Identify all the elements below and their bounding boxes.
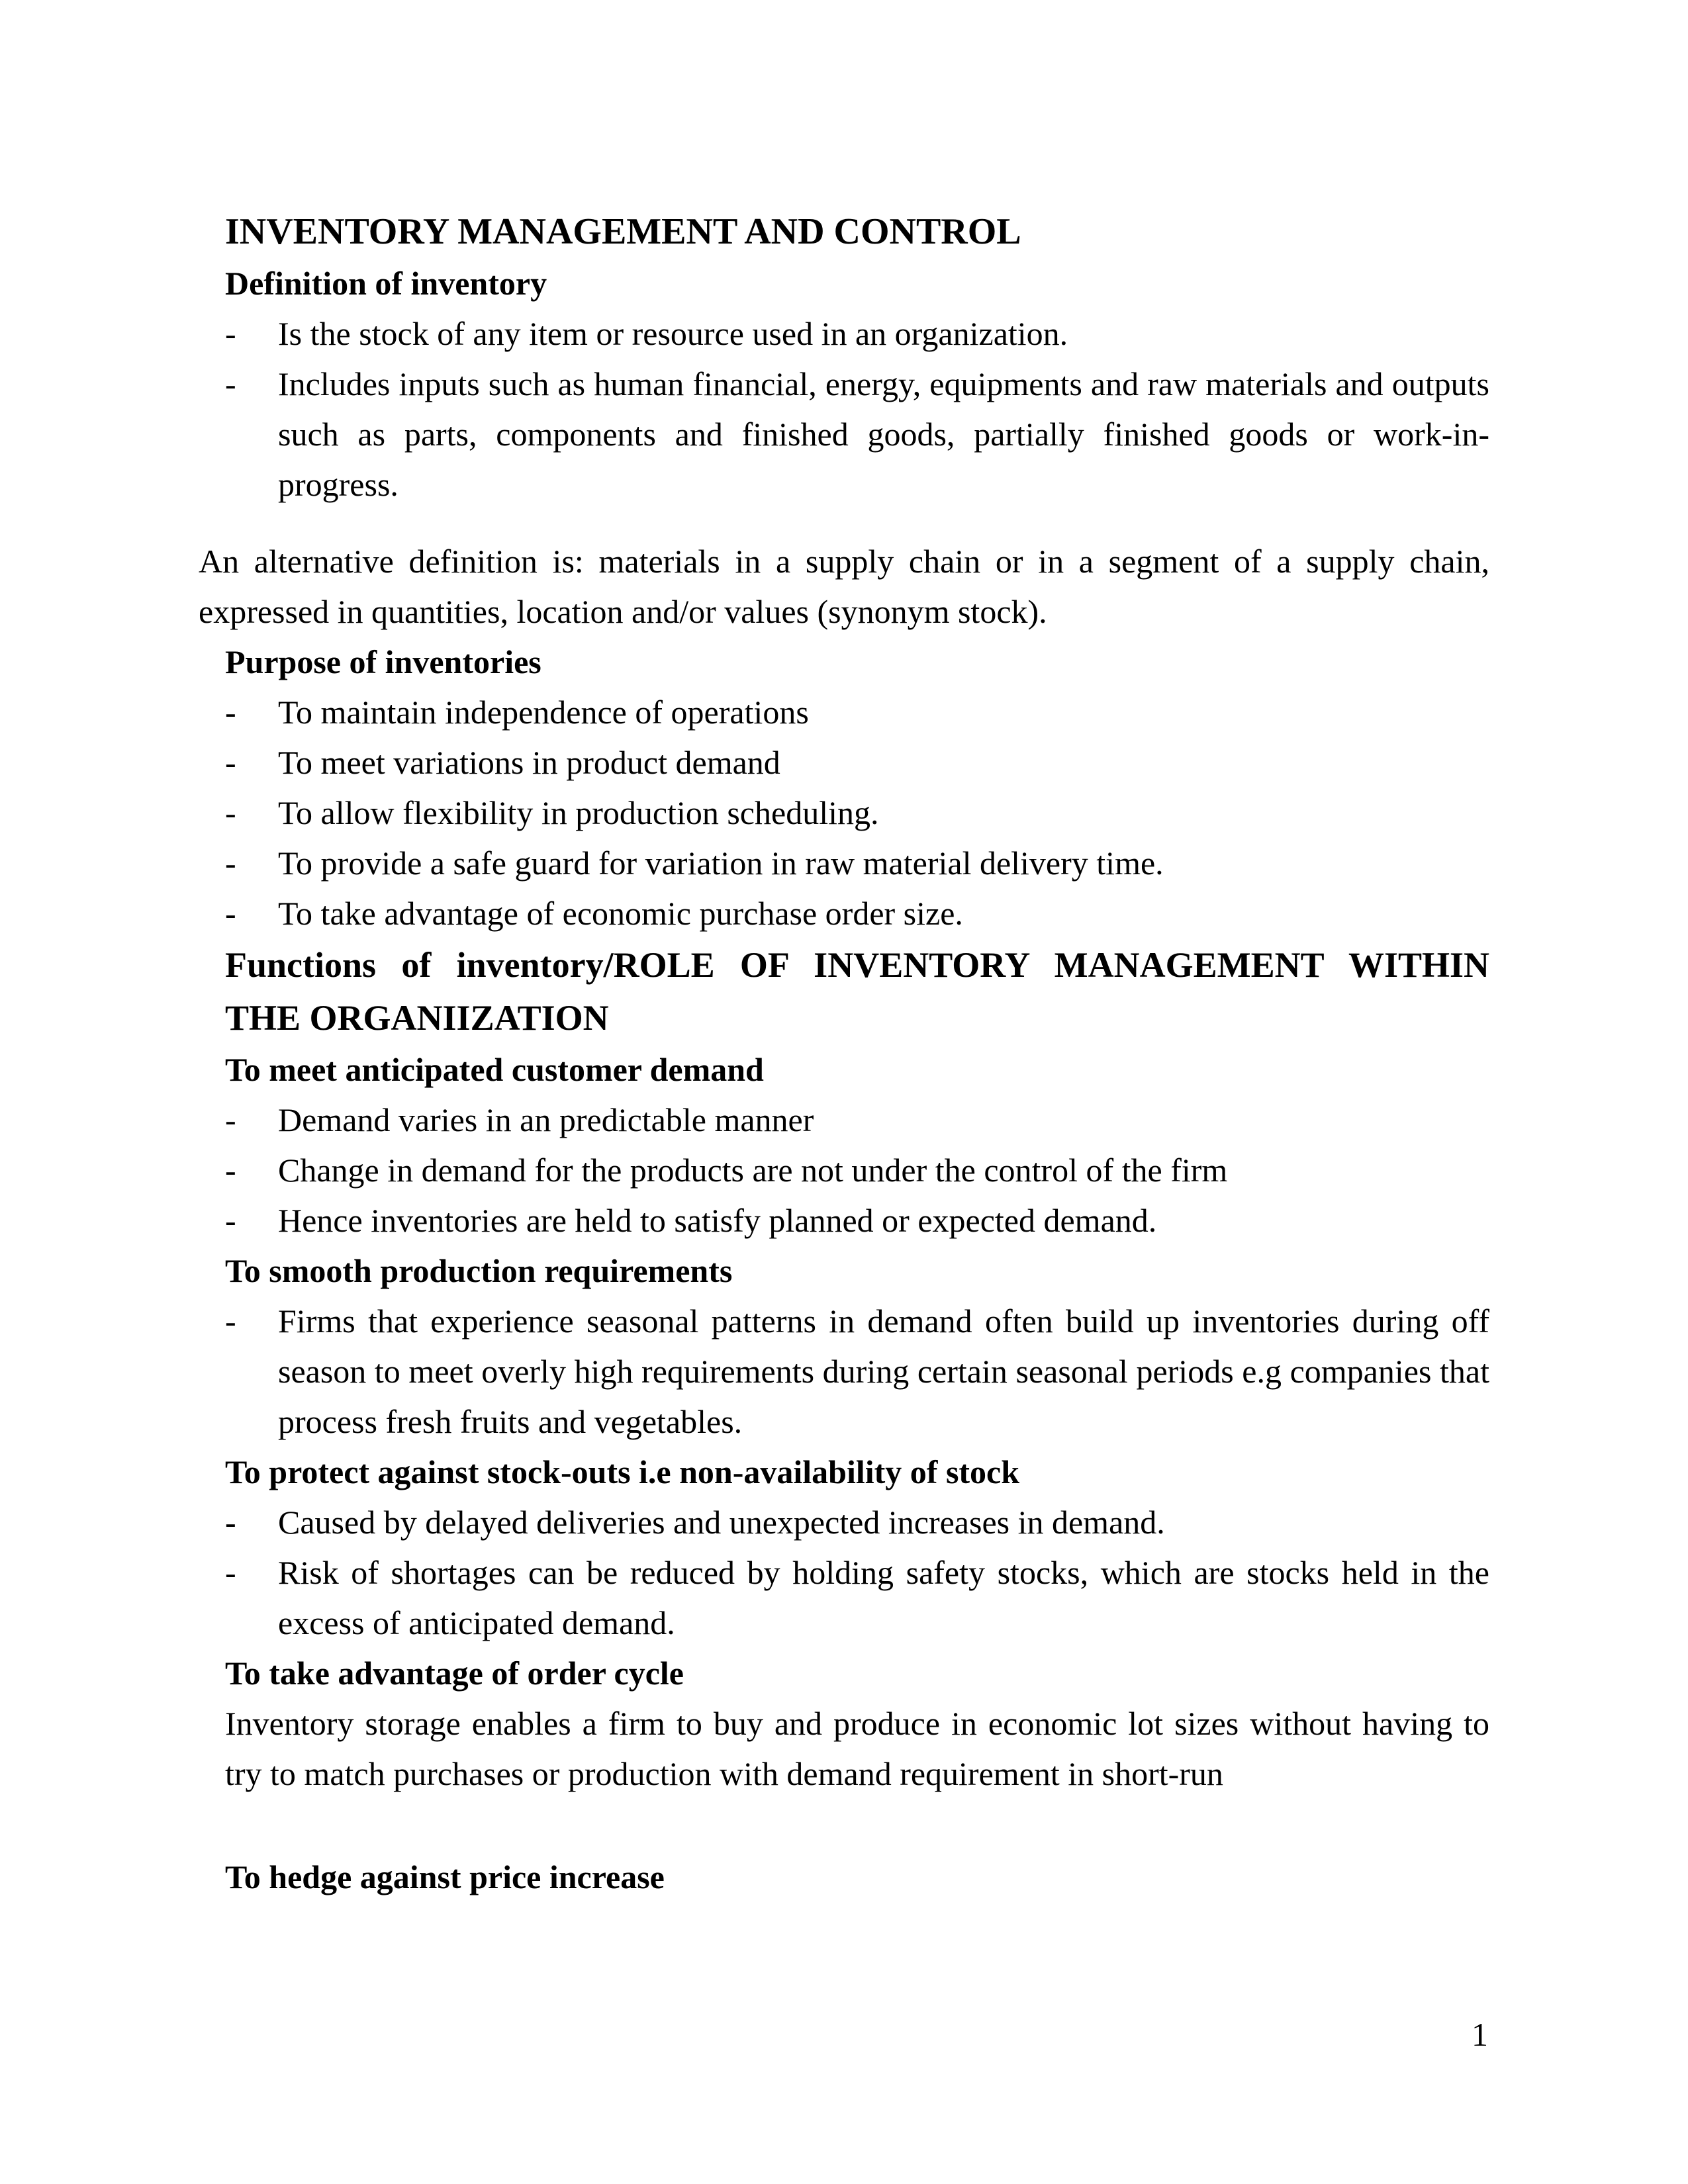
protect-stockouts-bullet-list [225, 1497, 1489, 1648]
heading-order-cycle: To take advantage of order cycle [225, 1655, 684, 1692]
list-item [225, 737, 1489, 788]
smooth-production-bullet-list [225, 1296, 1489, 1447]
list-item-text: To meet variations in product demand [278, 744, 780, 781]
list-item-text: Hence inventories are held to satisfy planned or expected demand. [278, 1202, 1157, 1239]
list-item [225, 1296, 1489, 1447]
heading-hedge-price-increase: To hedge against price increase [225, 1858, 665, 1895]
list-item-text: Firms that experience seasonal patterns in demand often build up inventories during off season to meet overly high requirements during certain seasonal periods e.g companies that process fresh fruits and vegetables. [278, 1302, 1489, 1440]
list-item [225, 788, 1489, 838]
heading-functions-line1: Functions of inventory/ROLE OF INVENTORY MANAGEMENT WITHIN [225, 945, 1489, 985]
definition-bullet-list [225, 308, 1489, 510]
list-item [225, 838, 1489, 888]
bullet-dash: - [225, 744, 236, 781]
heading-meet-anticipated-demand: To meet anticipated customer demand [225, 1051, 764, 1088]
list-item-text: To take advantage of economic purchase order size. [278, 895, 963, 932]
list-item-text: Caused by delayed deliveries and unexpected increases in demand. [278, 1504, 1165, 1541]
bullet-dash: - [225, 694, 236, 731]
list-item-text: Demand varies in an predictable manner [278, 1101, 814, 1138]
list-item [225, 1547, 1489, 1648]
bullet-dash: - [225, 1101, 236, 1138]
bullet-dash: - [225, 1504, 236, 1541]
heading-purpose-of-inventories: Purpose of inventories [225, 643, 541, 680]
bullet-dash: - [225, 1554, 236, 1591]
document-title: INVENTORY MANAGEMENT AND CONTROL [225, 211, 1021, 252]
bullet-dash: - [225, 1152, 236, 1189]
bullet-dash: - [225, 794, 236, 831]
list-item [225, 687, 1489, 737]
list-item [225, 308, 1489, 359]
order-cycle-paragraph: Inventory storage enables a firm to buy and produce in economic lot sizes without having to try to match purchases or production with demand requirement in short-run [225, 1705, 1489, 1792]
list-item-text: Risk of shortages can be reduced by holding safety stocks, which are stocks held in the excess of anticipated demand. [278, 1554, 1489, 1641]
list-item-text: Change in demand for the products are not under the control of the firm [278, 1152, 1228, 1189]
bullet-dash: - [225, 315, 236, 352]
heading-functions-line2: THE ORGANIIZATION [225, 998, 609, 1038]
heading-definition-of-inventory: Definition of inventory [225, 265, 547, 302]
list-item [225, 1497, 1489, 1547]
meet-demand-bullet-list [225, 1095, 1489, 1246]
list-item [225, 1095, 1489, 1145]
list-item-text: Is the stock of any item or resource used in an organization. [278, 315, 1068, 352]
list-item-text: Includes inputs such as human financial, energy, equipments and raw materials and outputs such as parts, components and finished goods, partially finished goods or work-in-progress. [278, 365, 1489, 503]
purpose-bullet-list [225, 687, 1489, 938]
list-item [225, 888, 1489, 938]
heading-smooth-production: To smooth production requirements [225, 1252, 733, 1289]
heading-protect-stockouts: To protect against stock-outs i.e non-availability of stock [225, 1453, 1020, 1490]
page-number: 1 [1472, 2016, 1488, 2053]
list-item [225, 359, 1489, 510]
bullet-dash: - [225, 1202, 236, 1239]
list-item [225, 1145, 1489, 1195]
bullet-dash: - [225, 895, 236, 932]
alternative-definition-paragraph: An alternative definition is: materials in a supply chain or in a segment of a supply chain, expressed in quantities, location and/or values (synonym stock). [199, 543, 1489, 630]
bullet-dash: - [225, 365, 236, 402]
list-item-text: To maintain independence of operations [278, 694, 809, 731]
list-item-text: To allow flexibility in production scheduling. [278, 794, 879, 831]
bullet-dash: - [225, 844, 236, 882]
bullet-dash: - [225, 1302, 236, 1340]
list-item-text: To provide a safe guard for variation in raw material delivery time. [278, 844, 1164, 882]
heading-functions-of-inventory [225, 938, 1489, 1044]
list-item [225, 1195, 1489, 1246]
